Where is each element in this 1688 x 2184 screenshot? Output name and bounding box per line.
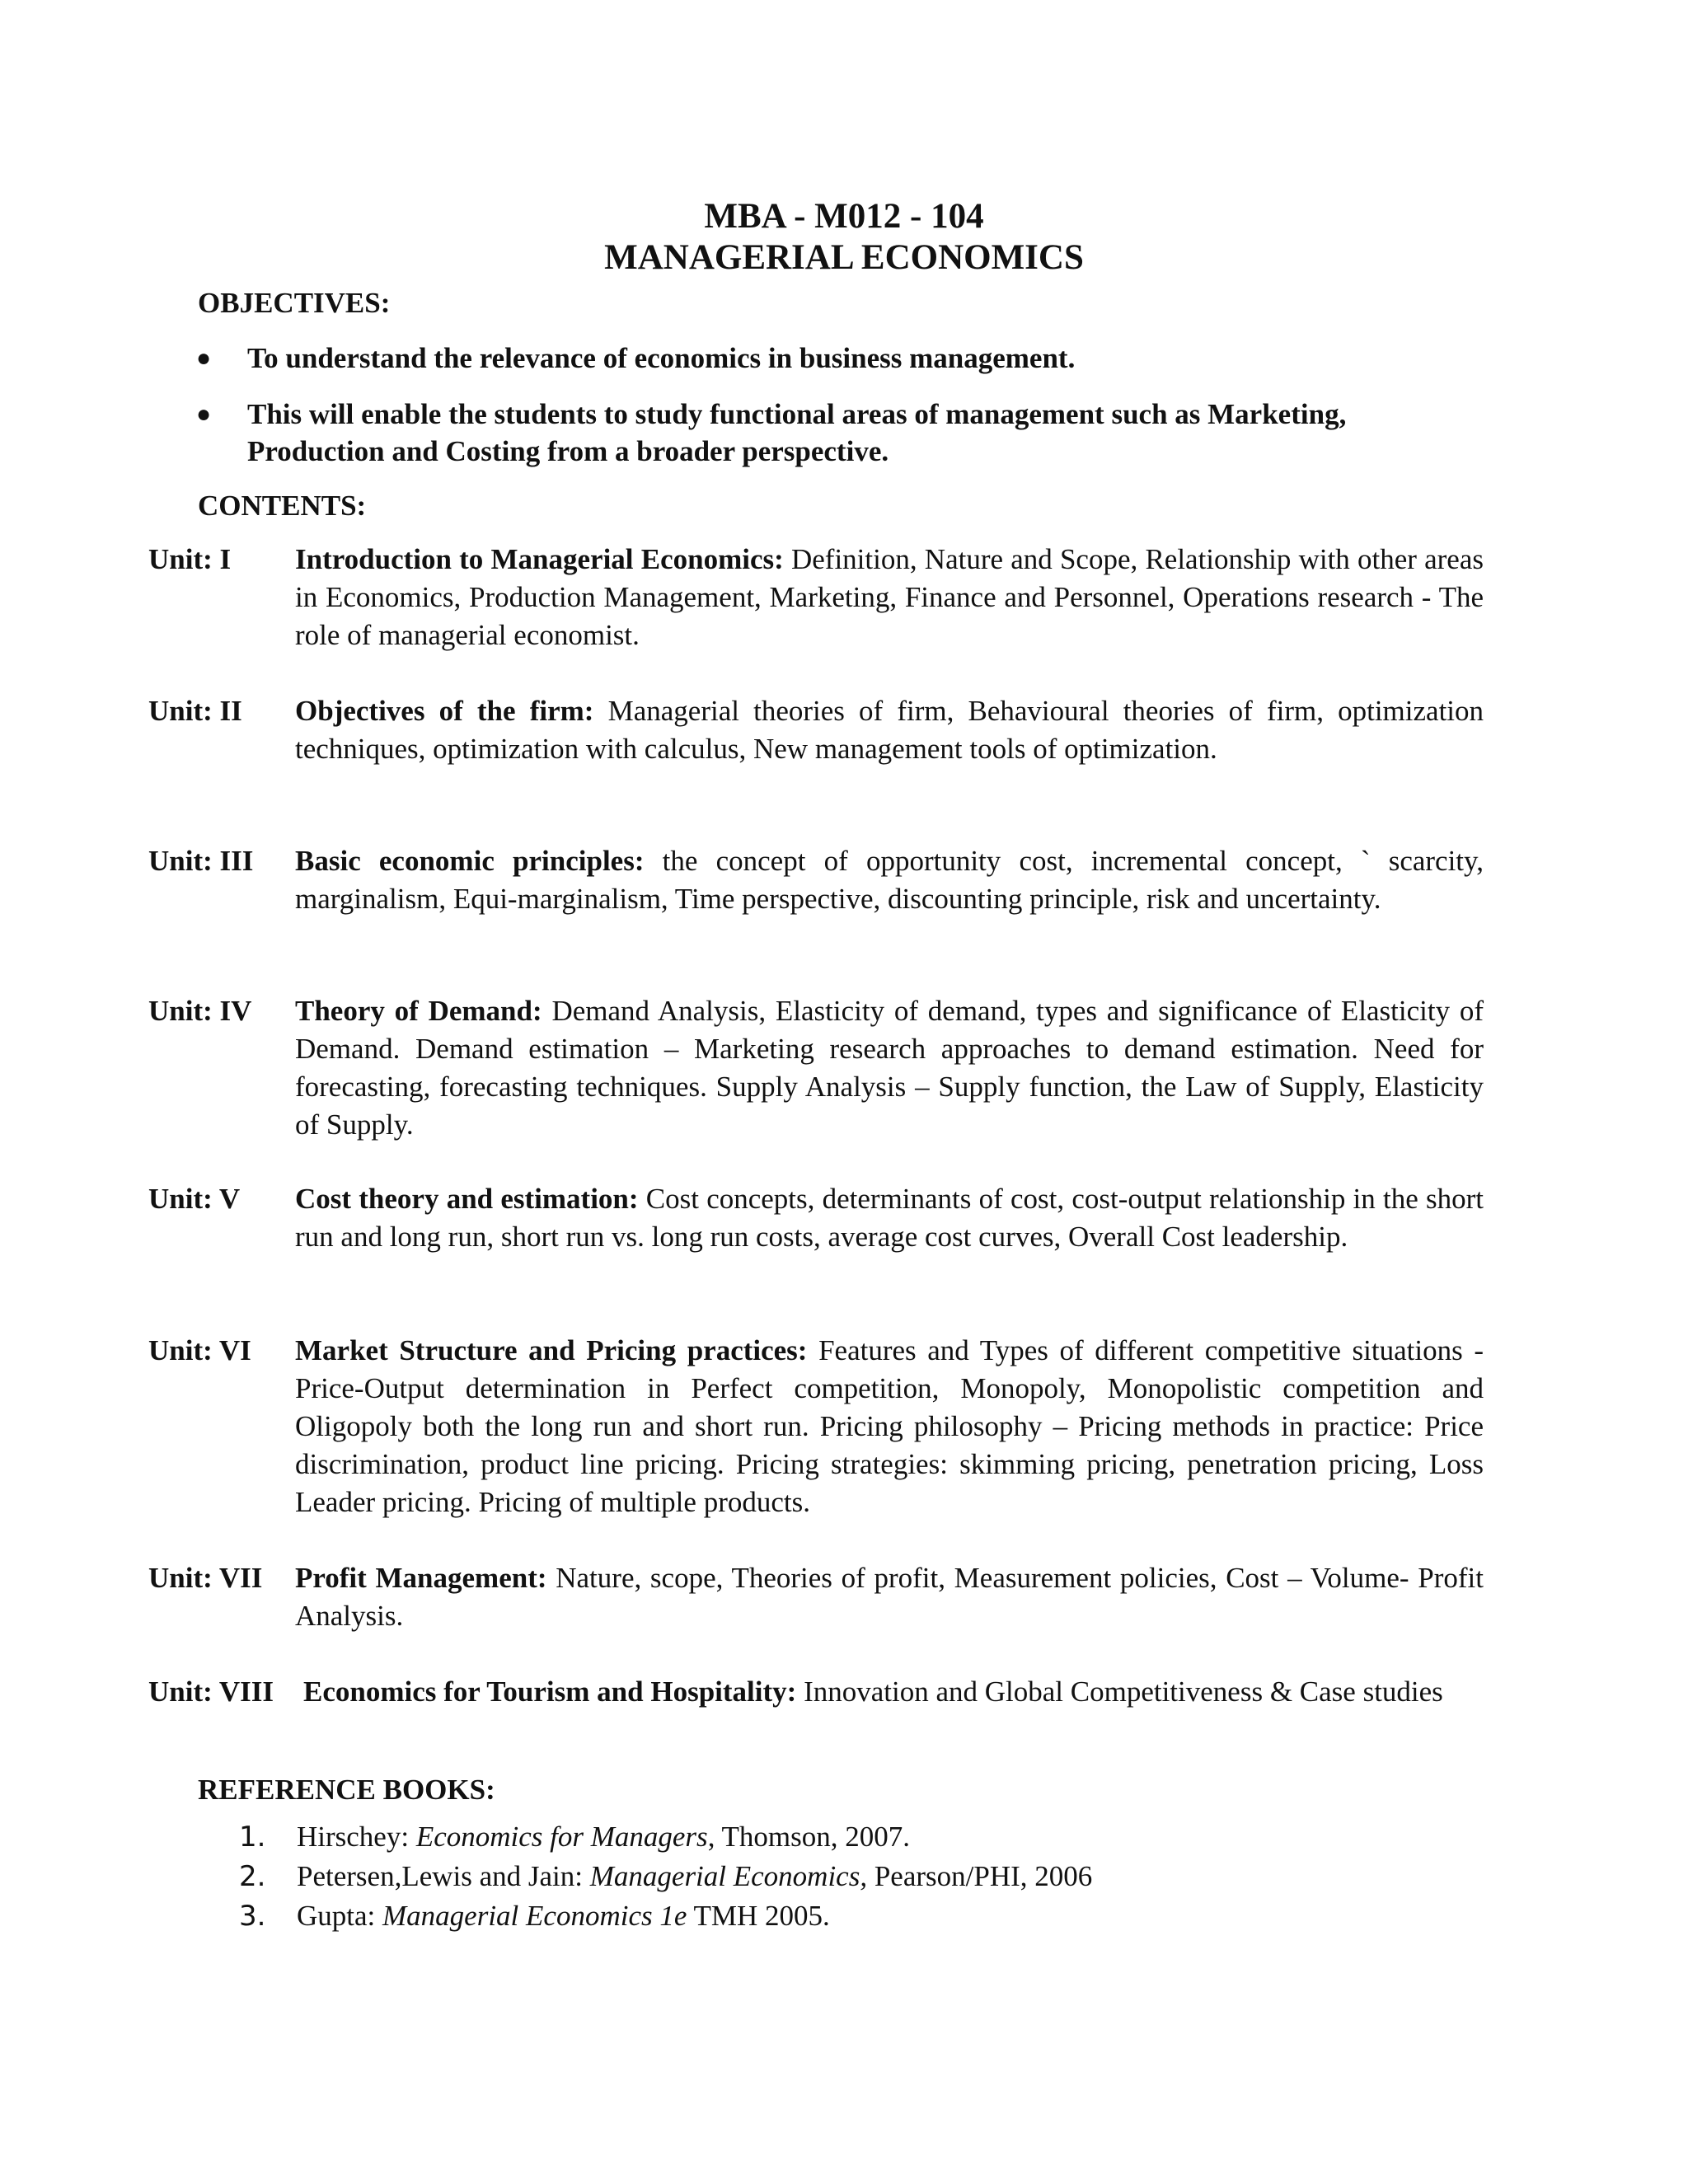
unit-text: Nature, scope, Theories of profit, Measurement policies, Cost – Volume- Profit Analysis. <box>295 1562 1484 1632</box>
objective-item: ● This will enable the students to study functional areas of management such as Marketing, Production and Costing from a broader perspective. <box>247 396 1385 470</box>
unit-label: Unit: V <box>148 1183 241 1215</box>
unit-entry <box>148 992 1484 1144</box>
unit-heading: Theory of Demand: <box>295 995 542 1027</box>
reference-author: Hirschey: <box>297 1821 410 1853</box>
reference-author: Gupta: <box>297 1900 376 1932</box>
contents-heading: CONTENTS: <box>198 490 367 522</box>
unit-entry <box>148 1180 1484 1256</box>
unit-label: Unit: VI <box>148 1334 251 1366</box>
reference-title: Managerial Economics, <box>589 1860 868 1892</box>
reference-publisher: , Thomson, 2007. <box>707 1821 911 1853</box>
unit-text: the concept of opportunity cost, incremental concept, ` scarcity, marginalism, Equi-marginalism, Time perspective, discounting principle, risk and uncertainty. <box>295 845 1484 915</box>
unit-entry <box>148 1673 1484 1711</box>
unit-heading: Economics for Tourism and Hospitality: <box>303 1675 797 1708</box>
unit-text: Definition, Nature and Scope, Relationship with other areas in Economics, Production Management, Marketing, Finance and Personnel, Operations research - The role of managerial economist. <box>295 543 1484 651</box>
unit-heading: Market Structure and Pricing practices: <box>295 1334 808 1366</box>
unit-label: Unit: II <box>148 695 242 727</box>
unit-text: Cost concepts, determinants of cost, cost-output relationship in the short run and long run, short run vs. long run costs, average cost curves, Overall Cost leadership. <box>295 1183 1484 1253</box>
unit-entry <box>148 1559 1484 1635</box>
unit-heading: Profit Management: <box>295 1562 547 1594</box>
unit-label: Unit: III <box>148 845 254 877</box>
course-code: MBA - M012 - 104 <box>704 197 984 236</box>
reference-number: 1. <box>239 1821 266 1854</box>
reference-publisher: Pearson/PHI, 2006 <box>867 1860 1093 1892</box>
reference-title: Economics for Managers <box>415 1821 708 1853</box>
reference-title: Managerial Economics 1e <box>382 1900 687 1932</box>
unit-entry <box>148 692 1484 768</box>
reference-item <box>239 1857 1092 1896</box>
objective-item: ● To understand the relevance of economics in business management. <box>247 340 1484 377</box>
unit-heading: Introduction to Managerial Economics: <box>295 543 784 575</box>
unit-text: Demand Analysis, Elasticity of demand, types and significance of Elasticity of Demand. Demand estimation – Marketing research approaches to demand estimation. Need for forecasting, forecasting techniques. Supply Analysis – Supply function, the Law of Supply, Elasticity of Supply. <box>295 995 1484 1141</box>
unit-entry <box>148 842 1484 918</box>
unit-label: Unit: VIII <box>148 1675 274 1708</box>
unit-label: Unit: IV <box>148 995 252 1027</box>
unit-heading: Objectives of the firm: <box>295 695 594 727</box>
reference-item <box>239 1896 1092 1936</box>
reference-item <box>239 1817 1092 1857</box>
unit-label: Unit: I <box>148 543 232 575</box>
unit-text: Innovation and Global Competitiveness & Case studies <box>804 1675 1443 1708</box>
unit-heading: Cost theory and estimation: <box>295 1183 639 1215</box>
reference-publisher: TMH 2005. <box>687 1900 830 1932</box>
unit-text: Managerial theories of firm, Behavioural theories of firm, optimization techniques, optimization with calculus, New management tools of optimization. <box>295 695 1484 765</box>
bullet-icon: ● <box>196 344 212 372</box>
references-heading: REFERENCE BOOKS: <box>198 1774 495 1806</box>
course-title: MANAGERIAL ECONOMICS <box>604 238 1084 277</box>
unit-heading: Basic economic principles: <box>295 845 645 877</box>
reference-list <box>239 1817 1092 1936</box>
reference-number: 3. <box>239 1900 266 1933</box>
unit-label: Unit: VII <box>148 1562 263 1594</box>
objectives-heading: OBJECTIVES: <box>198 287 391 319</box>
bullet-icon: ● <box>196 401 212 428</box>
unit-entry <box>148 1332 1484 1521</box>
reference-author: Petersen,Lewis and Jain: <box>297 1860 583 1892</box>
unit-entry <box>148 541 1484 654</box>
unit-text: Features and Types of different competitive situations - Price-Output determination in Perfect competition, Monopoly, Monopolistic competition and Oligopoly both the long run and short run. Pricing philosophy – Pricing methods in practice: Price discrimination, product line pricing. Pricing strategies: skimming pricing, penetration pricing, Loss Leader pricing. Pricing of multiple products. <box>295 1334 1484 1518</box>
reference-number: 2. <box>239 1860 266 1893</box>
